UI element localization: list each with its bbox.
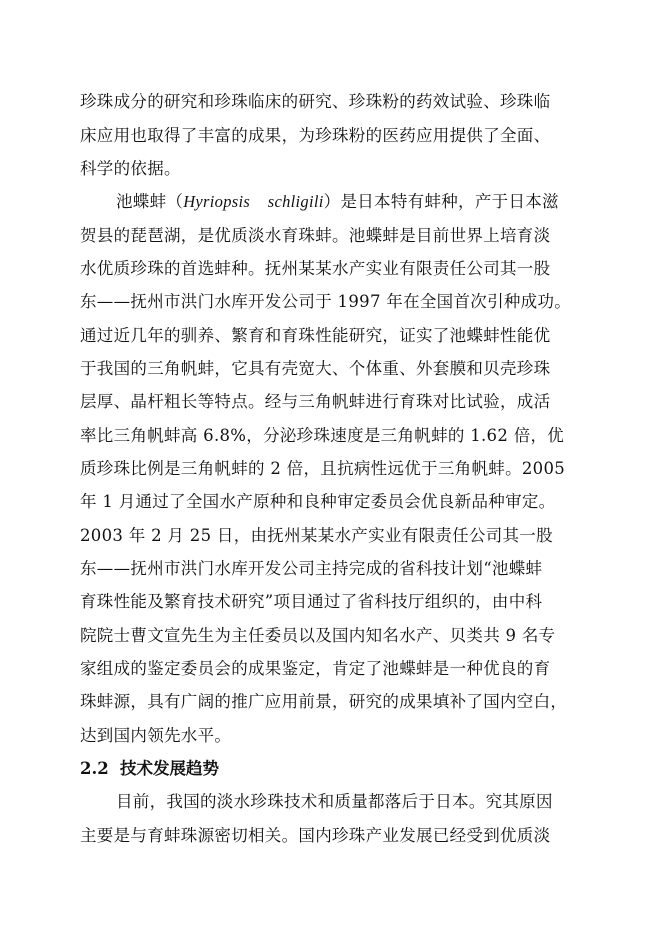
section-number: 2.2 <box>80 759 109 778</box>
paragraph-2-line-2: 贺县的琵琶湖，是优质淡水育珠蚌。池蝶蚌是目前世界上培育淡 <box>80 226 551 245</box>
paragraph-2-line-9: 质珍珠比例是三角帆蚌的 2 倍，且抗病性远优于三角帆蚌。2005 <box>80 459 566 478</box>
section-heading <box>80 759 219 779</box>
paragraph-1-line-2: 床应用也取得了丰富的成果，为珍珠粉的医药应用提供了全面、 <box>80 126 551 145</box>
paragraph-2-line-7: 层厚、晶杆粗长等特点。经与三角帆蚌进行育珠对比试验，成活 <box>80 392 551 411</box>
paragraph-2-line-1 <box>116 192 559 212</box>
paragraph-2-line-4: 东——抚州市洪门水库开发公司于 1997 年在全国首次引种成功。 <box>80 292 572 311</box>
paragraph-2-line-5: 通过近几年的驯养、繁育和育珠性能研究，证实了池蝶蚌性能优 <box>80 326 551 345</box>
paragraph-1-line-3: 科学的依据。 <box>80 159 181 178</box>
paragraph-2-line-12: 东——抚州市洪门水库开发公司主持完成的省科技计划“池蝶蚌 <box>80 559 543 578</box>
section-title: 技术发展趋势 <box>120 759 219 778</box>
paragraph-2-line-8: 率比三角帆蚌高 6.8%，分泌珍珠速度是三角帆蚌的 1.62 倍，优 <box>80 426 565 445</box>
paragraph-1-line-1: 珍珠成分的研究和珍珠临床的研究、珍珠粉的药效试验、珍珠临 <box>80 92 551 111</box>
paragraph-2-line-6: 于我国的三角帆蚌，它具有壳宽大、个体重、外套膜和贝壳珍珠 <box>80 359 551 378</box>
paragraph-2-line-14: 院院士曹文宣先生为主任委员以及国内知名水产、贝类共 9 名专 <box>80 626 556 645</box>
species-latin-name: Hyriopsis schligili <box>183 192 324 211</box>
paragraph-2-line-13: 育珠性能及繁育技术研究”项目通过了省科技厅组织的，由中科 <box>80 592 543 611</box>
paragraph-2-line-3: 水优质珍珠的首选蚌种。抚州某某水产实业有限责任公司其一股 <box>80 259 551 278</box>
paragraph-2-line-10: 年 1 月通过了全国水产原种和良种审定委员会优良新品种审定。 <box>80 492 556 511</box>
paragraph-2-line-17: 达到国内领先水平。 <box>80 726 232 745</box>
paragraph-2-line-16: 珠蚌源，具有广阔的推广应用前景，研究的成果填补了国内空白， <box>80 692 568 711</box>
paragraph-2-line-1-prefix: 池蝶蚌（ <box>116 192 184 211</box>
paragraph-2-line-1-suffix: ）是日本特有蚌种，产于日本滋 <box>323 192 559 211</box>
paragraph-3-line-1: 目前，我国的淡水珍珠技术和质量都落后于日本。究其原因 <box>116 792 553 811</box>
paragraph-2-line-11: 2003 年 2 月 25 日，由抚州某某水产实业有限责任公司其一股 <box>80 526 553 545</box>
paragraph-2-line-15: 家组成的鉴定委员会的成果鉴定，肯定了池蝶蚌是一种优良的育 <box>80 659 551 678</box>
paragraph-3-line-2: 主要是与育蚌珠源密切相关。国内珍珠产业发展已经受到优质淡 <box>80 826 551 845</box>
